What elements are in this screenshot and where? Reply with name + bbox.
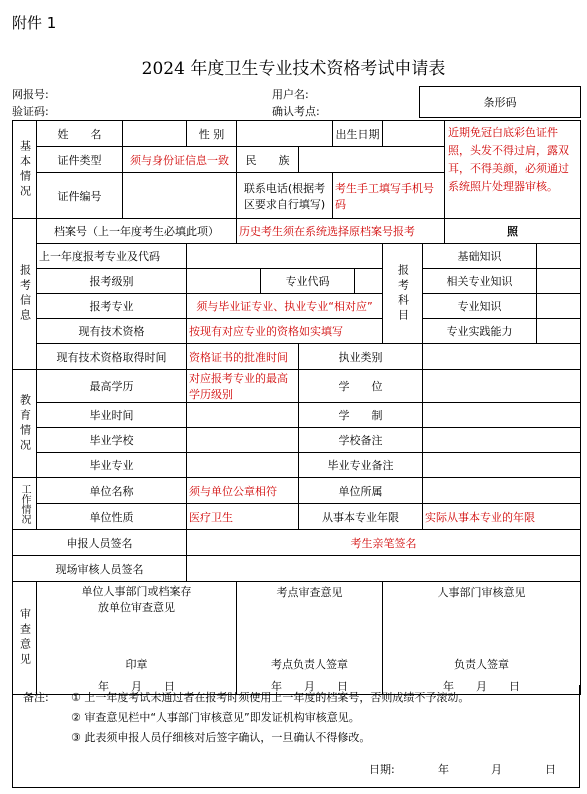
subject4-field[interactable] — [537, 319, 581, 344]
major-note-label: 毕业专业备注 — [299, 453, 423, 478]
subject4-label: 专业实践能力 — [423, 319, 537, 344]
section-exam-info: 报考信息 — [13, 219, 37, 370]
level-field[interactable] — [187, 269, 261, 294]
school-label: 毕业学校 — [37, 428, 187, 453]
ethnicity-field[interactable] — [299, 147, 445, 173]
review1-date: 年 月 日 — [98, 680, 175, 693]
reg-no-label: 网报号: — [12, 88, 49, 101]
unit-belong-field[interactable] — [423, 478, 581, 504]
phone-label: 联系电话(根据考区要求自行填写) — [237, 173, 333, 219]
major-code-label: 专业代码 — [261, 269, 355, 294]
edu-hint: 对应报考专业的最高学历级别 — [187, 370, 299, 403]
attachment-label: 附件 1 — [12, 14, 57, 32]
review2-date: 年 月 日 — [271, 680, 349, 693]
degree-field[interactable] — [423, 370, 581, 403]
username-label: 用户名: — [272, 88, 309, 101]
seal-label: 印章 — [125, 658, 148, 671]
barcode-box — [419, 86, 581, 118]
subject2-label: 相关专业知识 — [423, 269, 537, 294]
practice-type-field[interactable] — [423, 344, 581, 370]
applicant-sign-label: 申报人员签名 — [13, 530, 187, 556]
notes-month: 月 — [491, 763, 502, 776]
unit-belong-label: 单位所属 — [299, 478, 423, 504]
page-title: 2024 年度卫生专业技术资格考试申请表 — [141, 59, 446, 79]
id-no-field[interactable] — [123, 173, 237, 219]
level-label: 报考级别 — [37, 269, 187, 294]
onsite-sign-field[interactable] — [187, 556, 581, 582]
notes-year: 年 — [438, 763, 449, 776]
edu-system-field[interactable] — [423, 403, 581, 428]
degree-label: 学 位 — [299, 370, 423, 403]
section-review: 审查意见 — [13, 582, 37, 695]
verify-code-label: 验证码: — [12, 105, 49, 118]
notes-day: 日 — [545, 763, 556, 776]
school-field[interactable] — [187, 428, 299, 453]
school-note-label: 学校备注 — [299, 428, 423, 453]
section-education: 教育情况 — [13, 370, 37, 478]
major-hint: 须与毕业证专业、执业专业“相对应” — [187, 294, 383, 319]
gender-field[interactable] — [237, 121, 333, 147]
archive-hint: 历史考生须在系统选择原档案号报考 — [237, 219, 445, 244]
id-type-hint: 须与身份证信息一致 — [123, 147, 237, 173]
sign-hint: 考生亲笔签名 — [187, 530, 581, 556]
barcode-label: 条形码 — [483, 96, 517, 109]
id-no-label: 证件编号 — [37, 173, 123, 219]
school-note-field[interactable] — [423, 428, 581, 453]
edu-system-label: 学 制 — [299, 403, 423, 428]
major-label: 报考专业 — [37, 294, 187, 319]
current-qual-label: 现有技术资格 — [37, 319, 187, 344]
birth-field[interactable] — [383, 121, 445, 147]
review2-cell[interactable] — [237, 582, 383, 695]
subject3-label: 专业知识 — [423, 294, 537, 319]
unit-name-label: 单位名称 — [37, 478, 187, 504]
phone-hint: 考生手工填写手机号码 — [333, 173, 445, 219]
name-label: 姓 名 — [37, 121, 123, 147]
years-label: 从事本专业年限 — [299, 504, 423, 530]
review3-label: 人事部门审核意见 — [437, 586, 526, 599]
grad-major-field[interactable] — [187, 453, 299, 478]
highest-edu-label: 最高学历 — [37, 370, 187, 403]
review1-label: 单位人事部门或档案存放单位审查意见 — [81, 585, 192, 614]
gender-label: 性 别 — [187, 121, 237, 147]
photo-hint: 近期免冠白底彩色证件照，头发不得过肩，露双耳，不得美颜，必须通过系统照片处理器审核。 — [445, 121, 581, 219]
grad-time-label: 毕业时间 — [37, 403, 187, 428]
subject1-label: 基础知识 — [423, 244, 537, 269]
name-field[interactable] — [123, 121, 187, 147]
qual-date-hint: 资格证书的批准时间 — [187, 344, 299, 370]
review1-cell[interactable] — [37, 582, 237, 695]
notes-box — [12, 685, 580, 788]
years-hint: 实际从事本专业的年限 — [423, 504, 581, 530]
site-sign-label: 考点负责人签章 — [271, 658, 349, 671]
last-year-code-label: 上一年度报考专业及代码 — [37, 244, 187, 269]
nature-hint: 医疗卫生 — [187, 504, 299, 530]
notes-date-label: 日期: — [369, 763, 395, 776]
unit-hint: 须与单位公章相符 — [187, 478, 299, 504]
review3-date: 年 月 日 — [443, 680, 521, 693]
note-1: ① 上一年度考试未通过者在报考时须使用上一年度的档案号，否则成绩不予滚动。 — [71, 691, 470, 704]
qual-hint: 按现有对应专业的资格如实填写 — [187, 319, 383, 344]
major-code-field[interactable] — [355, 269, 383, 294]
section-exam-subjects: 报考科目 — [383, 244, 423, 344]
major-note-field[interactable] — [423, 453, 581, 478]
onsite-sign-label: 现场审核人员签名 — [13, 556, 187, 582]
birth-label: 出生日期 — [333, 121, 383, 147]
ethnicity-label: 民 族 — [237, 147, 299, 173]
subject1-field[interactable] — [537, 244, 581, 269]
person-sign-label: 负责人签章 — [454, 658, 510, 671]
subject2-field[interactable] — [537, 269, 581, 294]
review3-cell[interactable] — [383, 582, 581, 695]
photo-label: 照 — [445, 219, 581, 244]
review2-label: 考点审查意见 — [276, 586, 343, 599]
last-year-code-field[interactable] — [187, 244, 383, 269]
archive-label: 档案号（上一年度考生必填此项） — [37, 219, 237, 244]
id-type-label: 证件类型 — [37, 147, 123, 173]
note-2: ② 审查意见栏中“人事部门审核意见”即发证机构审核意见。 — [71, 711, 360, 724]
practice-type-label: 执业类别 — [299, 344, 423, 370]
section-basic: 基本情况 — [13, 121, 37, 219]
section-work: 工作情况 — [13, 478, 37, 530]
confirm-site-label: 确认考点: — [272, 105, 320, 118]
grad-major-label: 毕业专业 — [37, 453, 187, 478]
application-form — [12, 120, 581, 695]
grad-time-field[interactable] — [187, 403, 299, 428]
qual-date-label: 现有技术资格取得时间 — [37, 344, 187, 370]
unit-nature-label: 单位性质 — [37, 504, 187, 530]
note-3: ③ 此表须申报人员仔细核对后签字确认，一旦确认不得修改。 — [71, 731, 371, 744]
subject3-field[interactable] — [537, 294, 581, 319]
notes-label: 备注: — [23, 691, 49, 704]
